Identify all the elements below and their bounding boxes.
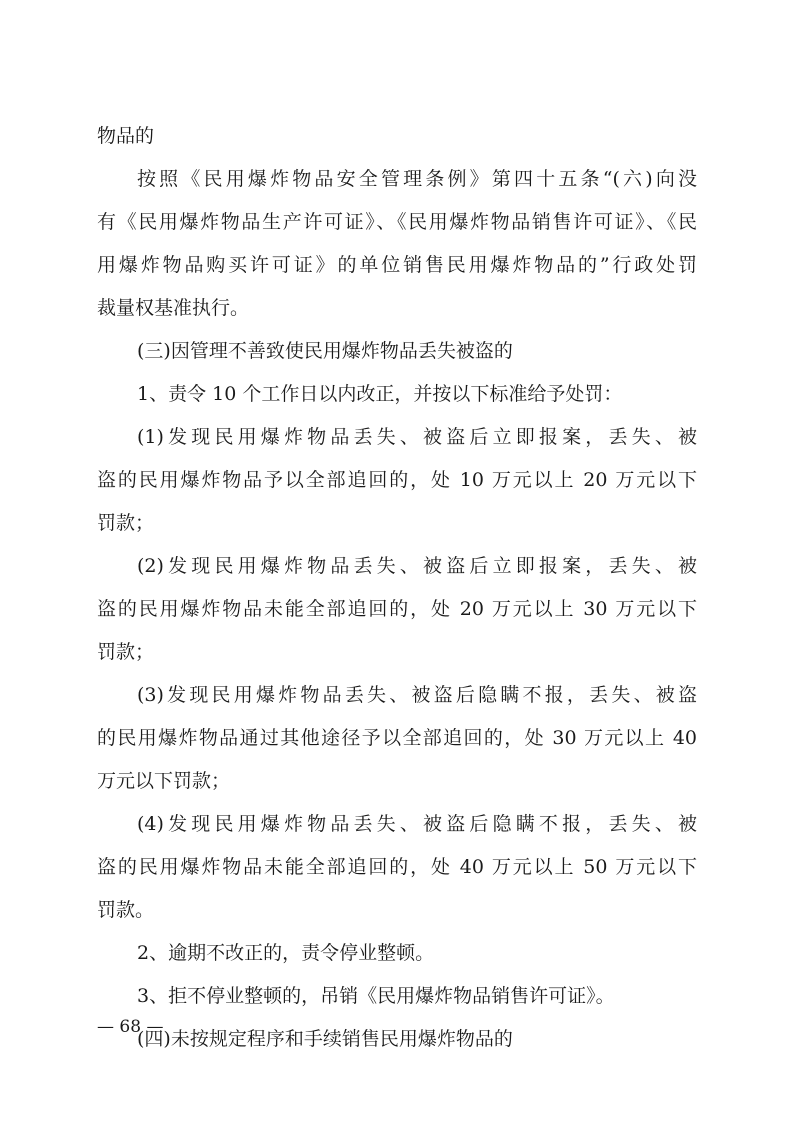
text-line: 2、逾期不改正的，责令停业整顿。 <box>137 942 435 964</box>
text-line: (3)发现民用爆炸物品丢失、被盗后隐瞒不报，丢失、被盗 <box>137 684 697 706</box>
text-line: 罚款。 <box>97 899 155 921</box>
text-line: 盗的民用爆炸物品未能全部追回的，处 40 万元以上 50 万元以下 <box>97 856 697 878</box>
text-line: 3、拒不停业整顿的，吊销《民用爆炸物品销售许可证》。 <box>137 985 615 1007</box>
text-line: 裁量权基准执行。 <box>97 297 250 319</box>
text-line: 罚款； <box>97 512 155 534</box>
text-line: (2)发现民用爆炸物品丢失、被盗后立即报案，丢失、被 <box>137 555 697 577</box>
section-heading: (四)未按规定程序和手续销售民用爆炸物品的 <box>137 1028 513 1050</box>
text-line: (4)发现民用爆炸物品丢失、被盗后隐瞒不报，丢失、被 <box>137 813 697 835</box>
section-heading: (三)因管理不善致使民用爆炸物品丢失被盗的 <box>137 340 513 362</box>
text-line: 用爆炸物品购买许可证》的单位销售民用爆炸物品的”行政处罚 <box>97 254 697 276</box>
text-line: (1)发现民用爆炸物品丢失、被盗后立即报案，丢失、被 <box>137 426 697 448</box>
text-line: 物品的 <box>97 125 155 147</box>
page-number: — 68 — <box>97 1017 164 1037</box>
text-line: 盗的民用爆炸物品予以全部追回的，处 10 万元以上 20 万元以下 <box>97 469 697 491</box>
text-line: 罚款； <box>97 641 155 663</box>
text-line: 盗的民用爆炸物品未能全部追回的，处 20 万元以上 30 万元以下 <box>97 598 697 620</box>
text-line: 有《民用爆炸物品生产许可证》、《民用爆炸物品销售许可证》、《民 <box>97 211 697 233</box>
text-line: 1、责令 10 个工作日以内改正，并按以下标准给予处罚： <box>137 383 623 405</box>
text-line: 按照《民用爆炸物品安全管理条例》第四十五条“(六)向没 <box>137 168 697 190</box>
text-line: 的民用爆炸物品通过其他途径予以全部追回的，处 30 万元以上 40 <box>97 727 697 749</box>
text-line: 万元以下罚款； <box>97 770 231 792</box>
